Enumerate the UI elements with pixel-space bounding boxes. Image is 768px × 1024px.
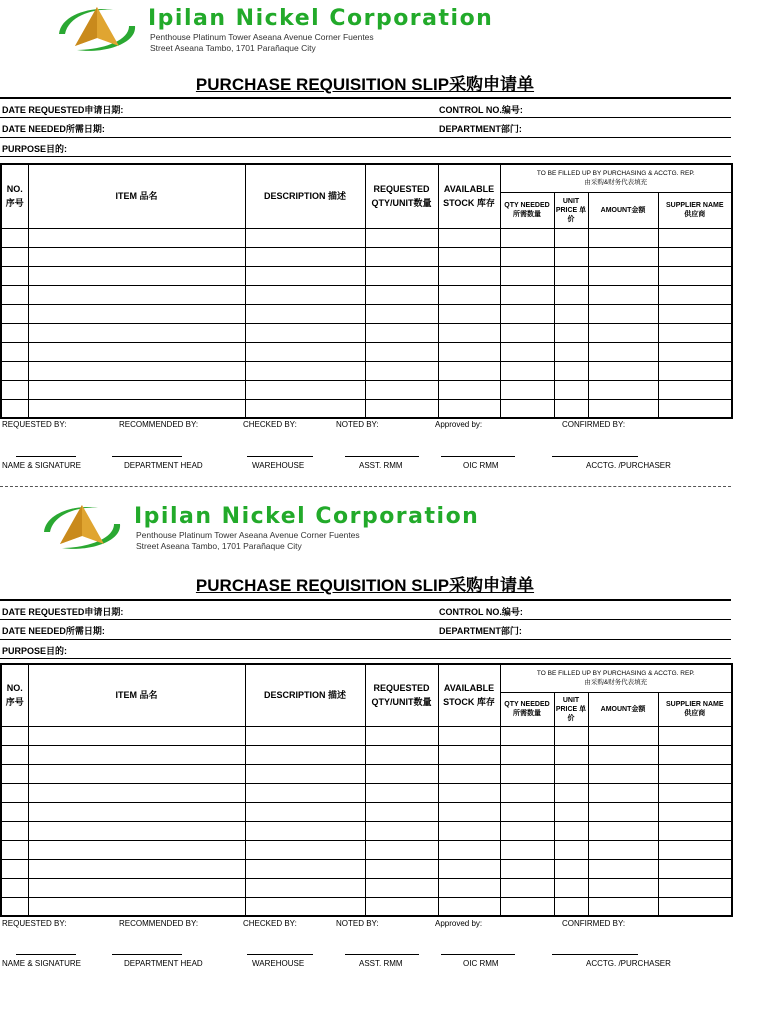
table-cell[interactable] xyxy=(245,897,365,916)
table-cell[interactable] xyxy=(28,228,245,247)
table-cell[interactable] xyxy=(28,859,245,878)
table-row xyxy=(1,726,732,745)
table-cell[interactable] xyxy=(500,285,554,304)
table-cell[interactable] xyxy=(500,323,554,342)
table-cell[interactable] xyxy=(28,840,245,859)
recommended-by-label: RECOMMENDED BY: xyxy=(119,420,199,429)
table-cell[interactable] xyxy=(554,285,588,304)
signature-line xyxy=(345,954,419,955)
table-cell[interactable] xyxy=(554,840,588,859)
table-cell[interactable] xyxy=(365,380,438,399)
approved-by-label: Approved by: xyxy=(435,420,483,429)
table-cell[interactable] xyxy=(588,342,658,361)
table-cell[interactable] xyxy=(245,380,365,399)
table-cell[interactable] xyxy=(658,859,732,878)
form-title: PURCHASE REQUISITION SLIP采购申请单 xyxy=(195,576,535,595)
table-cell[interactable] xyxy=(588,380,658,399)
table-cell[interactable] xyxy=(500,247,554,266)
table-cell[interactable] xyxy=(365,266,438,285)
table-cell[interactable] xyxy=(245,266,365,285)
table-cell[interactable] xyxy=(28,399,245,418)
col-available-stock: AVAILABLE STOCK 库存 xyxy=(438,164,500,228)
table-cell[interactable] xyxy=(365,285,438,304)
table-cell[interactable] xyxy=(500,745,554,764)
cut-line xyxy=(0,486,731,487)
table-cell[interactable] xyxy=(588,228,658,247)
table-cell[interactable] xyxy=(1,859,28,878)
table-cell[interactable] xyxy=(365,361,438,380)
table-row xyxy=(1,745,732,764)
confirmed-by-label: CONFIRMED BY: xyxy=(562,919,626,928)
table-cell[interactable] xyxy=(658,783,732,802)
table-body xyxy=(1,228,732,418)
table-cell[interactable] xyxy=(554,802,588,821)
department-label: DEPARTMENT部门: xyxy=(439,124,522,134)
table-cell[interactable] xyxy=(438,304,500,323)
table-cell[interactable] xyxy=(588,878,658,897)
table-cell[interactable] xyxy=(245,840,365,859)
table-cell[interactable] xyxy=(1,726,28,745)
approved-by-label: Approved by: xyxy=(435,919,483,928)
table-cell[interactable] xyxy=(658,878,732,897)
table-cell[interactable] xyxy=(554,399,588,418)
table-cell[interactable] xyxy=(365,342,438,361)
signature-line xyxy=(552,456,638,457)
table-cell[interactable] xyxy=(658,228,732,247)
table-cell[interactable] xyxy=(554,228,588,247)
confirmed-by-label: CONFIRMED BY: xyxy=(562,420,626,429)
company-logo-icon xyxy=(53,4,141,54)
table-cell[interactable] xyxy=(28,726,245,745)
table-cell[interactable] xyxy=(554,247,588,266)
col-supplier: SUPPLIER NAME 供应商 xyxy=(658,192,732,228)
table-cell[interactable] xyxy=(500,764,554,783)
table-cell[interactable] xyxy=(438,399,500,418)
table-cell[interactable] xyxy=(438,266,500,285)
table-cell[interactable] xyxy=(588,745,658,764)
signature-line xyxy=(247,456,313,457)
table-cell[interactable] xyxy=(1,840,28,859)
table-cell[interactable] xyxy=(365,228,438,247)
table-cell[interactable] xyxy=(245,399,365,418)
table-cell[interactable] xyxy=(28,323,245,342)
table-cell[interactable] xyxy=(658,802,732,821)
signature-line xyxy=(441,456,515,457)
table-cell[interactable] xyxy=(245,323,365,342)
table-row xyxy=(1,380,732,399)
table-cell[interactable] xyxy=(245,878,365,897)
col-unit-price: UNIT PRICE 单 价 xyxy=(554,692,588,726)
table-row xyxy=(1,228,732,247)
table-cell[interactable] xyxy=(245,745,365,764)
table-cell[interactable] xyxy=(438,859,500,878)
table-cell[interactable] xyxy=(588,897,658,916)
col-qty-needed: QTY NEEDED 所需数量 xyxy=(500,692,554,726)
table-cell[interactable] xyxy=(365,726,438,745)
table-cell[interactable] xyxy=(588,361,658,380)
table-cell[interactable] xyxy=(28,247,245,266)
table-body xyxy=(1,726,732,916)
acctg-purchaser-label: ACCTG. /PURCHASER xyxy=(586,959,671,968)
table-cell[interactable] xyxy=(554,745,588,764)
table-cell[interactable] xyxy=(245,304,365,323)
table-row xyxy=(1,247,732,266)
table-cell[interactable] xyxy=(365,878,438,897)
col-item: ITEM 品名 xyxy=(28,664,245,726)
col-no: NO. 序号 xyxy=(1,164,28,228)
table-cell[interactable] xyxy=(658,285,732,304)
table-cell[interactable] xyxy=(658,266,732,285)
table-cell[interactable] xyxy=(28,802,245,821)
table-cell[interactable] xyxy=(554,323,588,342)
col-requested-qty: REQUESTED QTY/UNIT数量 xyxy=(365,664,438,726)
table-cell[interactable] xyxy=(658,342,732,361)
table-cell[interactable] xyxy=(554,897,588,916)
table-cell[interactable] xyxy=(365,745,438,764)
table-cell[interactable] xyxy=(500,380,554,399)
date-needed-label: DATE NEEDED所需日期: xyxy=(2,626,105,636)
table-cell[interactable] xyxy=(554,821,588,840)
signature-line xyxy=(16,954,76,955)
table-cell[interactable] xyxy=(245,228,365,247)
table-cell[interactable] xyxy=(28,266,245,285)
table-cell[interactable] xyxy=(438,285,500,304)
company-name: Ipilan Nickel Corporation xyxy=(148,6,494,31)
col-description: DESCRIPTION 描述 xyxy=(245,664,365,726)
recommended-by-label: RECOMMENDED BY: xyxy=(119,919,199,928)
table-cell[interactable] xyxy=(500,726,554,745)
table-cell[interactable] xyxy=(28,764,245,783)
signature-line xyxy=(345,456,419,457)
company-address xyxy=(150,32,374,54)
table-cell[interactable] xyxy=(1,380,28,399)
table-cell[interactable] xyxy=(500,399,554,418)
table-cell[interactable] xyxy=(588,859,658,878)
table-cell[interactable] xyxy=(1,399,28,418)
table-cell[interactable] xyxy=(500,361,554,380)
table-cell[interactable] xyxy=(588,266,658,285)
col-unit-price: UNIT PRICE 单 价 xyxy=(554,192,588,228)
name-signature-label: NAME & SIGNATURE xyxy=(2,461,81,470)
warehouse-label: WAREHOUSE xyxy=(252,461,305,470)
table-cell[interactable] xyxy=(658,745,732,764)
table-row xyxy=(1,361,732,380)
col-amount: AMOUNT金额 xyxy=(588,692,658,726)
table-row xyxy=(1,304,732,323)
warehouse-label: WAREHOUSE xyxy=(252,959,305,968)
table-cell[interactable] xyxy=(438,726,500,745)
table-row xyxy=(1,266,732,285)
table-cell[interactable] xyxy=(658,840,732,859)
table-cell[interactable] xyxy=(588,247,658,266)
table-cell[interactable] xyxy=(588,285,658,304)
signature-line xyxy=(552,954,638,955)
table-row xyxy=(1,285,732,304)
table-cell[interactable] xyxy=(1,897,28,916)
table-cell[interactable] xyxy=(365,840,438,859)
noted-by-label: NOTED BY: xyxy=(336,919,379,928)
table-cell[interactable] xyxy=(500,304,554,323)
acctg-purchaser-label: ACCTG. /PURCHASER xyxy=(586,461,671,470)
table-cell[interactable] xyxy=(588,323,658,342)
table-cell[interactable] xyxy=(28,821,245,840)
table-cell[interactable] xyxy=(28,304,245,323)
table-cell[interactable] xyxy=(438,228,500,247)
table-row xyxy=(1,897,732,916)
address-line-1: Penthouse Platinum Tower Aseana Avenue Corner Fuentes xyxy=(150,32,374,42)
letterhead xyxy=(0,498,768,560)
table-cell[interactable] xyxy=(1,802,28,821)
asst-rmm-label: ASST. RMM xyxy=(359,959,403,968)
table-cell[interactable] xyxy=(438,821,500,840)
table-cell[interactable] xyxy=(1,821,28,840)
items-table xyxy=(0,663,733,917)
table-cell[interactable] xyxy=(365,304,438,323)
department-head-label: DEPARTMENT HEAD xyxy=(124,959,203,968)
control-no-label: CONTROL NO.编号: xyxy=(439,607,523,617)
table-cell[interactable] xyxy=(500,802,554,821)
table-cell[interactable] xyxy=(365,802,438,821)
table-cell[interactable] xyxy=(500,342,554,361)
table-cell[interactable] xyxy=(588,783,658,802)
items-table xyxy=(0,163,733,419)
table-cell[interactable] xyxy=(500,266,554,285)
table-cell[interactable] xyxy=(554,878,588,897)
table-cell[interactable] xyxy=(500,897,554,916)
table-cell[interactable] xyxy=(1,247,28,266)
form-title: PURCHASE REQUISITION SLIP采购申请单 xyxy=(195,75,535,94)
table-cell[interactable] xyxy=(28,878,245,897)
table-cell[interactable] xyxy=(438,745,500,764)
table-row xyxy=(1,821,732,840)
table-cell[interactable] xyxy=(438,247,500,266)
table-cell[interactable] xyxy=(245,764,365,783)
table-cell[interactable] xyxy=(438,802,500,821)
table-cell[interactable] xyxy=(245,783,365,802)
table-row xyxy=(1,802,732,821)
table-row xyxy=(1,840,732,859)
oic-rmm-label: OIC RMM xyxy=(463,461,499,470)
table-cell[interactable] xyxy=(554,361,588,380)
table-cell[interactable] xyxy=(28,897,245,916)
table-cell[interactable] xyxy=(658,726,732,745)
info-row xyxy=(0,599,731,619)
table-cell[interactable] xyxy=(554,859,588,878)
address-line-1: Penthouse Platinum Tower Aseana Avenue Corner Fuentes xyxy=(136,530,360,540)
signature-line xyxy=(112,954,182,955)
table-cell[interactable] xyxy=(554,380,588,399)
info-row xyxy=(0,619,731,639)
table-cell[interactable] xyxy=(588,304,658,323)
table-cell[interactable] xyxy=(245,361,365,380)
table-cell[interactable] xyxy=(588,840,658,859)
table-cell[interactable] xyxy=(588,764,658,783)
table-cell[interactable] xyxy=(1,878,28,897)
table-cell[interactable] xyxy=(554,726,588,745)
table-cell[interactable] xyxy=(245,247,365,266)
table-cell[interactable] xyxy=(365,247,438,266)
info-row xyxy=(0,97,731,117)
table-cell[interactable] xyxy=(438,783,500,802)
table-row xyxy=(1,323,732,342)
table-cell[interactable] xyxy=(438,380,500,399)
table-cell[interactable] xyxy=(28,361,245,380)
table-cell[interactable] xyxy=(588,802,658,821)
table-row xyxy=(1,399,732,418)
table-cell[interactable] xyxy=(500,821,554,840)
table-cell[interactable] xyxy=(245,285,365,304)
control-no-label: CONTROL NO.编号: xyxy=(439,105,523,115)
requested-by-label: REQUESTED BY: xyxy=(2,420,67,429)
asst-rmm-label: ASST. RMM xyxy=(359,461,403,470)
table-cell[interactable] xyxy=(500,228,554,247)
date-requested-label: DATE REQUESTED申请日期: xyxy=(2,607,124,617)
table-cell[interactable] xyxy=(438,897,500,916)
table-cell[interactable] xyxy=(438,840,500,859)
requisition-slip-bottom xyxy=(0,498,768,968)
table-cell[interactable] xyxy=(365,783,438,802)
table-cell[interactable] xyxy=(658,821,732,840)
requested-by-label: REQUESTED BY: xyxy=(2,919,67,928)
company-address xyxy=(136,530,360,552)
table-cell[interactable] xyxy=(28,342,245,361)
table-cell[interactable] xyxy=(438,342,500,361)
table-cell[interactable] xyxy=(658,764,732,783)
table-cell[interactable] xyxy=(554,783,588,802)
table-cell[interactable] xyxy=(438,878,500,897)
purchasing-note: TO BE FILLED UP BY PURCHASING & ACCTG. REP. 由采购&财务代表填充 xyxy=(500,164,732,192)
info-fields xyxy=(0,599,731,659)
table-cell[interactable] xyxy=(554,304,588,323)
table-row xyxy=(1,783,732,802)
table-cell[interactable] xyxy=(365,764,438,783)
info-row xyxy=(0,137,731,157)
requisition-slip-top xyxy=(0,0,768,470)
info-row xyxy=(0,639,731,659)
table-cell[interactable] xyxy=(365,897,438,916)
table-cell[interactable] xyxy=(588,821,658,840)
table-cell[interactable] xyxy=(1,323,28,342)
table-cell[interactable] xyxy=(245,802,365,821)
table-cell[interactable] xyxy=(1,342,28,361)
table-cell[interactable] xyxy=(658,399,732,418)
table-cell[interactable] xyxy=(1,266,28,285)
table-cell[interactable] xyxy=(245,821,365,840)
table-cell[interactable] xyxy=(658,323,732,342)
signature-line xyxy=(441,954,515,955)
table-cell[interactable] xyxy=(28,745,245,764)
company-name: Ipilan Nickel Corporation xyxy=(134,504,480,529)
col-available-stock: AVAILABLE STOCK 库存 xyxy=(438,664,500,726)
table-cell[interactable] xyxy=(438,323,500,342)
signature-line xyxy=(112,456,182,457)
noted-by-label: NOTED BY: xyxy=(336,420,379,429)
purpose-label: PURPOSE目的: xyxy=(2,144,68,154)
table-cell[interactable] xyxy=(245,342,365,361)
date-requested-label: DATE REQUESTED申请日期: xyxy=(2,105,124,115)
table-cell[interactable] xyxy=(245,859,365,878)
table-cell[interactable] xyxy=(554,342,588,361)
table-cell[interactable] xyxy=(588,726,658,745)
table-cell[interactable] xyxy=(1,285,28,304)
table-cell[interactable] xyxy=(28,783,245,802)
department-head-label: DEPARTMENT HEAD xyxy=(124,461,203,470)
col-supplier: SUPPLIER NAME 供应商 xyxy=(658,692,732,726)
col-no: NO. 序号 xyxy=(1,664,28,726)
table-cell[interactable] xyxy=(588,399,658,418)
table-cell[interactable] xyxy=(500,878,554,897)
table-cell[interactable] xyxy=(658,380,732,399)
table-cell[interactable] xyxy=(1,745,28,764)
checked-by-label: CHECKED BY: xyxy=(243,919,297,928)
address-line-2: Street Aseana Tambo, 1701 Parañaque City xyxy=(150,43,316,53)
table-cell[interactable] xyxy=(658,304,732,323)
table-cell[interactable] xyxy=(1,361,28,380)
table-cell[interactable] xyxy=(658,897,732,916)
oic-rmm-label: OIC RMM xyxy=(463,959,499,968)
name-signature-label: NAME & SIGNATURE xyxy=(2,959,81,968)
signature-line xyxy=(247,954,313,955)
col-amount: AMOUNT金额 xyxy=(588,192,658,228)
date-needed-label: DATE NEEDED所需日期: xyxy=(2,124,105,134)
table-row xyxy=(1,342,732,361)
table-cell[interactable] xyxy=(1,783,28,802)
signature-line xyxy=(16,456,76,457)
col-requested-qty: REQUESTED QTY/UNIT数量 xyxy=(365,164,438,228)
table-cell[interactable] xyxy=(28,380,245,399)
company-logo-icon xyxy=(38,502,126,552)
col-description: DESCRIPTION 描述 xyxy=(245,164,365,228)
table-cell[interactable] xyxy=(554,266,588,285)
table-cell[interactable] xyxy=(500,783,554,802)
info-row xyxy=(0,117,731,137)
table-cell[interactable] xyxy=(500,859,554,878)
table-cell[interactable] xyxy=(658,361,732,380)
table-cell[interactable] xyxy=(1,304,28,323)
table-cell[interactable] xyxy=(365,323,438,342)
col-item: ITEM 品名 xyxy=(28,164,245,228)
table-cell[interactable] xyxy=(365,399,438,418)
table-cell[interactable] xyxy=(438,361,500,380)
info-fields xyxy=(0,97,731,157)
table-cell[interactable] xyxy=(554,764,588,783)
table-cell[interactable] xyxy=(658,247,732,266)
col-qty-needed: QTY NEEDED 所需数量 xyxy=(500,192,554,228)
table-cell[interactable] xyxy=(365,859,438,878)
table-row xyxy=(1,859,732,878)
address-line-2: Street Aseana Tambo, 1701 Parañaque City xyxy=(136,541,302,551)
table-row xyxy=(1,764,732,783)
table-row xyxy=(1,878,732,897)
letterhead xyxy=(0,0,768,62)
table-cell[interactable] xyxy=(500,840,554,859)
table-cell[interactable] xyxy=(28,285,245,304)
purchasing-note: TO BE FILLED UP BY PURCHASING & ACCTG. REP. 由采购&财务代表填充 xyxy=(500,664,732,692)
table-cell[interactable] xyxy=(438,764,500,783)
checked-by-label: CHECKED BY: xyxy=(243,420,297,429)
table-cell[interactable] xyxy=(365,821,438,840)
table-cell[interactable] xyxy=(1,764,28,783)
department-label: DEPARTMENT部门: xyxy=(439,626,522,636)
purpose-label: PURPOSE目的: xyxy=(2,646,68,656)
table-cell[interactable] xyxy=(245,726,365,745)
table-cell[interactable] xyxy=(1,228,28,247)
